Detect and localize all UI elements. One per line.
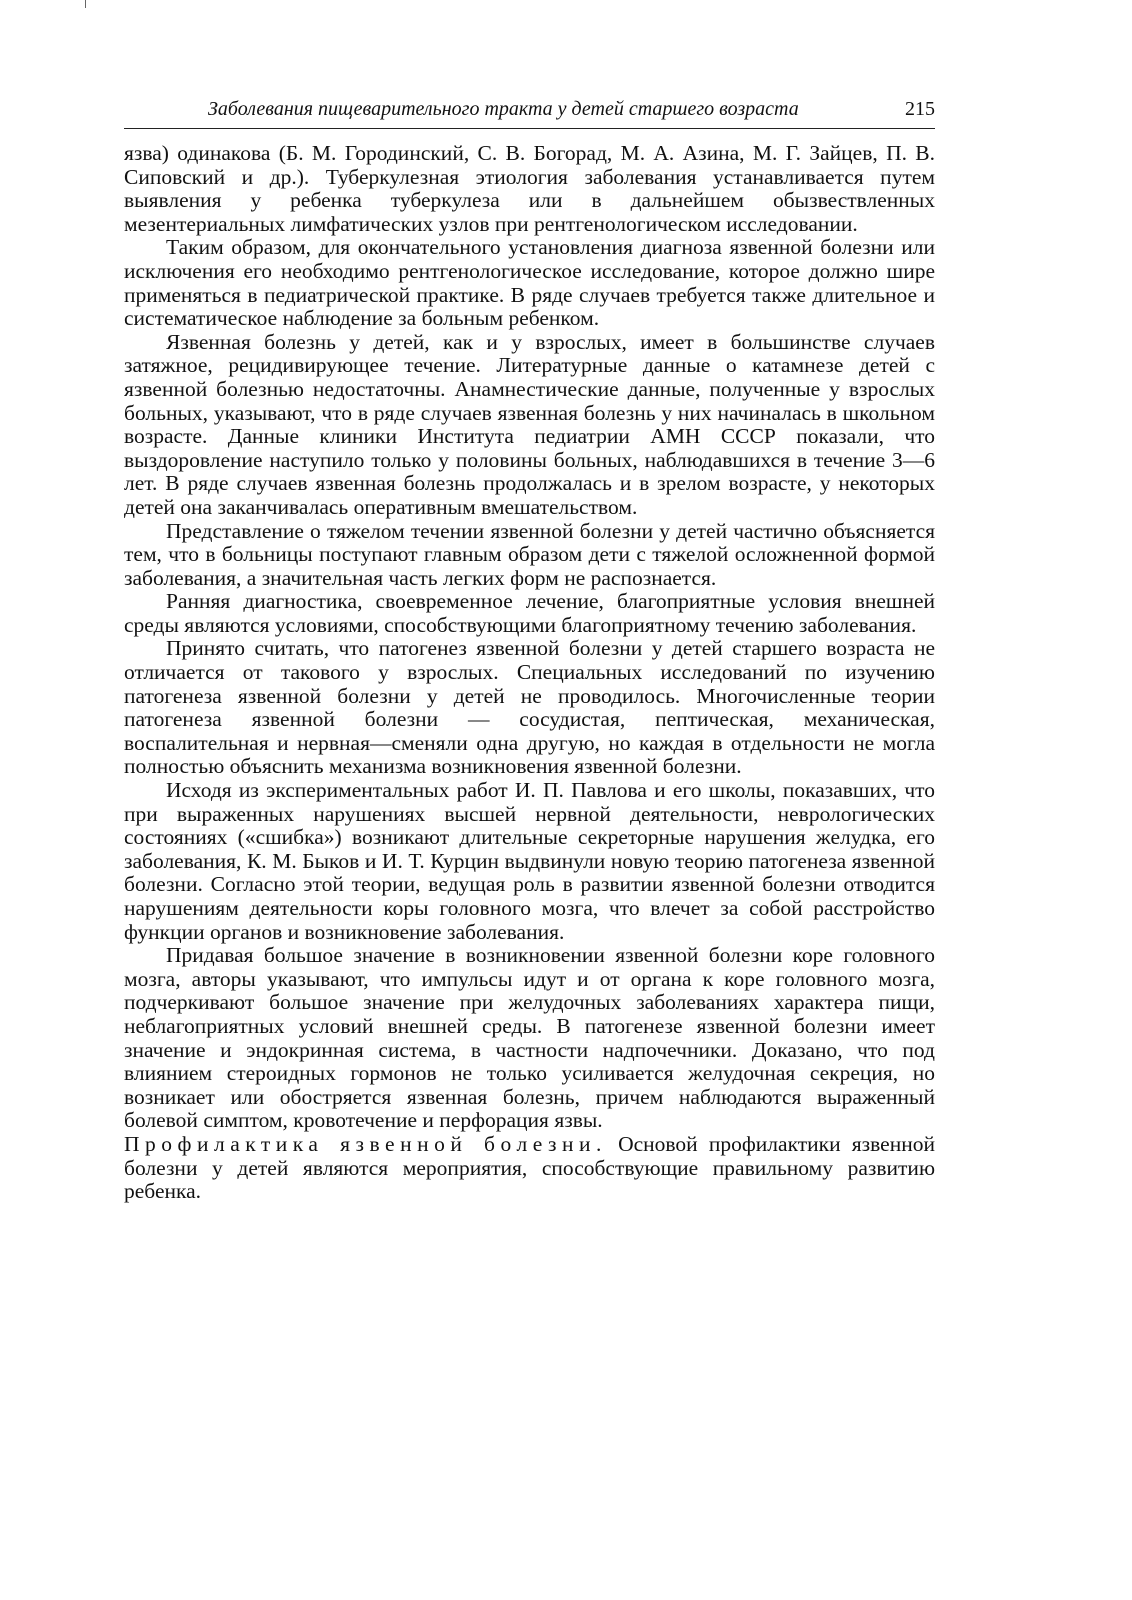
paragraph-5: Ранняя диагностика, своевременное лечение, благоприятные условия внешней среды являются условиями, способствующими благоприятному течению заболевания. bbox=[124, 589, 935, 637]
paragraph-2: Таким образом, для окончательного установления диагноза язвенной болезни или исключения его необходимо рентгенологическое исследование, которое должно шире применяться в педиатрической практике. В ряде случаев требуется также длительное и систематическое наблюдение за больным ребенком. bbox=[124, 235, 935, 331]
paragraph-7: Исходя из экспериментальных работ И. П. Павлова и его школы, показавших, что при выраженных нарушениях высшей нервной деятельности, неврологических состояниях («сшибка») возникают длительные секреторные нарушения желудка, его заболевания, К. М. Быков и И. Т. Курцин выдвинули новую теорию патогенеза язвенной болезни. Согласно этой теории, ведущая роль в развитии язвенной болезни отводится нарушениям деятельности коры головного мозга, что влечет за собой расстройство функции органов и возникновение заболевания. bbox=[124, 778, 935, 944]
prophylaxis-heading: Профилактика язвенной болезни. bbox=[124, 1131, 607, 1156]
paragraph-prophylaxis bbox=[124, 1133, 935, 1204]
page-number: 215 bbox=[905, 98, 935, 120]
paragraph-6: Принято считать, что патогенез язвенной болезни у детей старшего возраста не отличается от такового у взрослых. Специальных исследований по изучению патогенеза язвенной болезни у детей не проводилось. Многочисленные теории патогенеза язвенной болезни — сосудистая, пептическая, механическая, воспалительная и нервная—сменяли одна другую, но каждая в отдельности не могла полностью объяснить механизма возникновения язвенной болезни. bbox=[124, 636, 935, 779]
scan-mark bbox=[85, 0, 86, 8]
running-title: Заболевания пищеварительного тракта у детей старшего возраста bbox=[208, 98, 799, 120]
paragraph-3: Язвенная болезнь у детей, как и у взрослых, имеет в большинстве случаев затяжное, рецидивирующее течение. Литературные данные о катамнезе детей с язвенной болезнью недостаточны. Анамнестические данные, полученные у взрослых больных, указывают, что в ряде случаев язвенная болезнь у них начиналась в школьном возрасте. Данные клиники Института педиатрии АМН СССР показали, что выздоровление наступило только у половины больных, наблюдавшихся в течение 3—6 лет. В ряде случаев язвенная болезнь продолжалась и в зрелом возрасте, у некоторых детей она заканчивалась оперативным вмешательством. bbox=[124, 329, 935, 519]
paragraph-1: язва) одинакова (Б. М. Городинский, С. В. Богорад, М. А. Азина, М. Г. Зайцев, П. В. Сиповский и др.). Туберкулезная этиология заболевания устанавливается путем выявления у ребенка туберкулеза или в дальнейшем обызвествленных мезентериальных лимфатических узлов при рентгенологическом исследовании. bbox=[124, 141, 935, 236]
paragraph-4: Представление о тяжелом течении язвенной болезни у детей частично объясняется тем, что в больницы поступают главным образом дети с тяжелой осложненной формой заболевания, а значительная часть легких форм не распознается. bbox=[124, 518, 935, 590]
prophylaxis-text: Основой профилактики язвенной болезни у детей являются мероприятия, способствующие правильному развитию ребенка. bbox=[124, 1131, 935, 1204]
paragraph-8: Придавая большое значение в возникновении язвенной болезни коре головного мозга, авторы указывают, что импульсы идут и от органа к коре головного мозга, подчеркивают большое значение при желудочных заболеваниях характера пищи, неблагоприятных условий внешней среды. В патогенезе язвенной болезни имеет значение и эндокринная система, в частности надпочечники. Доказано, что под влиянием стероидных гормонов не только усиливается желудочная секреция, но возникает или обостряется язвенная болезнь, причем наблюдаются выраженный болевой симптом, кровотечение и перфорация язвы. bbox=[124, 943, 935, 1133]
page-header bbox=[124, 98, 935, 129]
page-body bbox=[124, 142, 935, 1204]
